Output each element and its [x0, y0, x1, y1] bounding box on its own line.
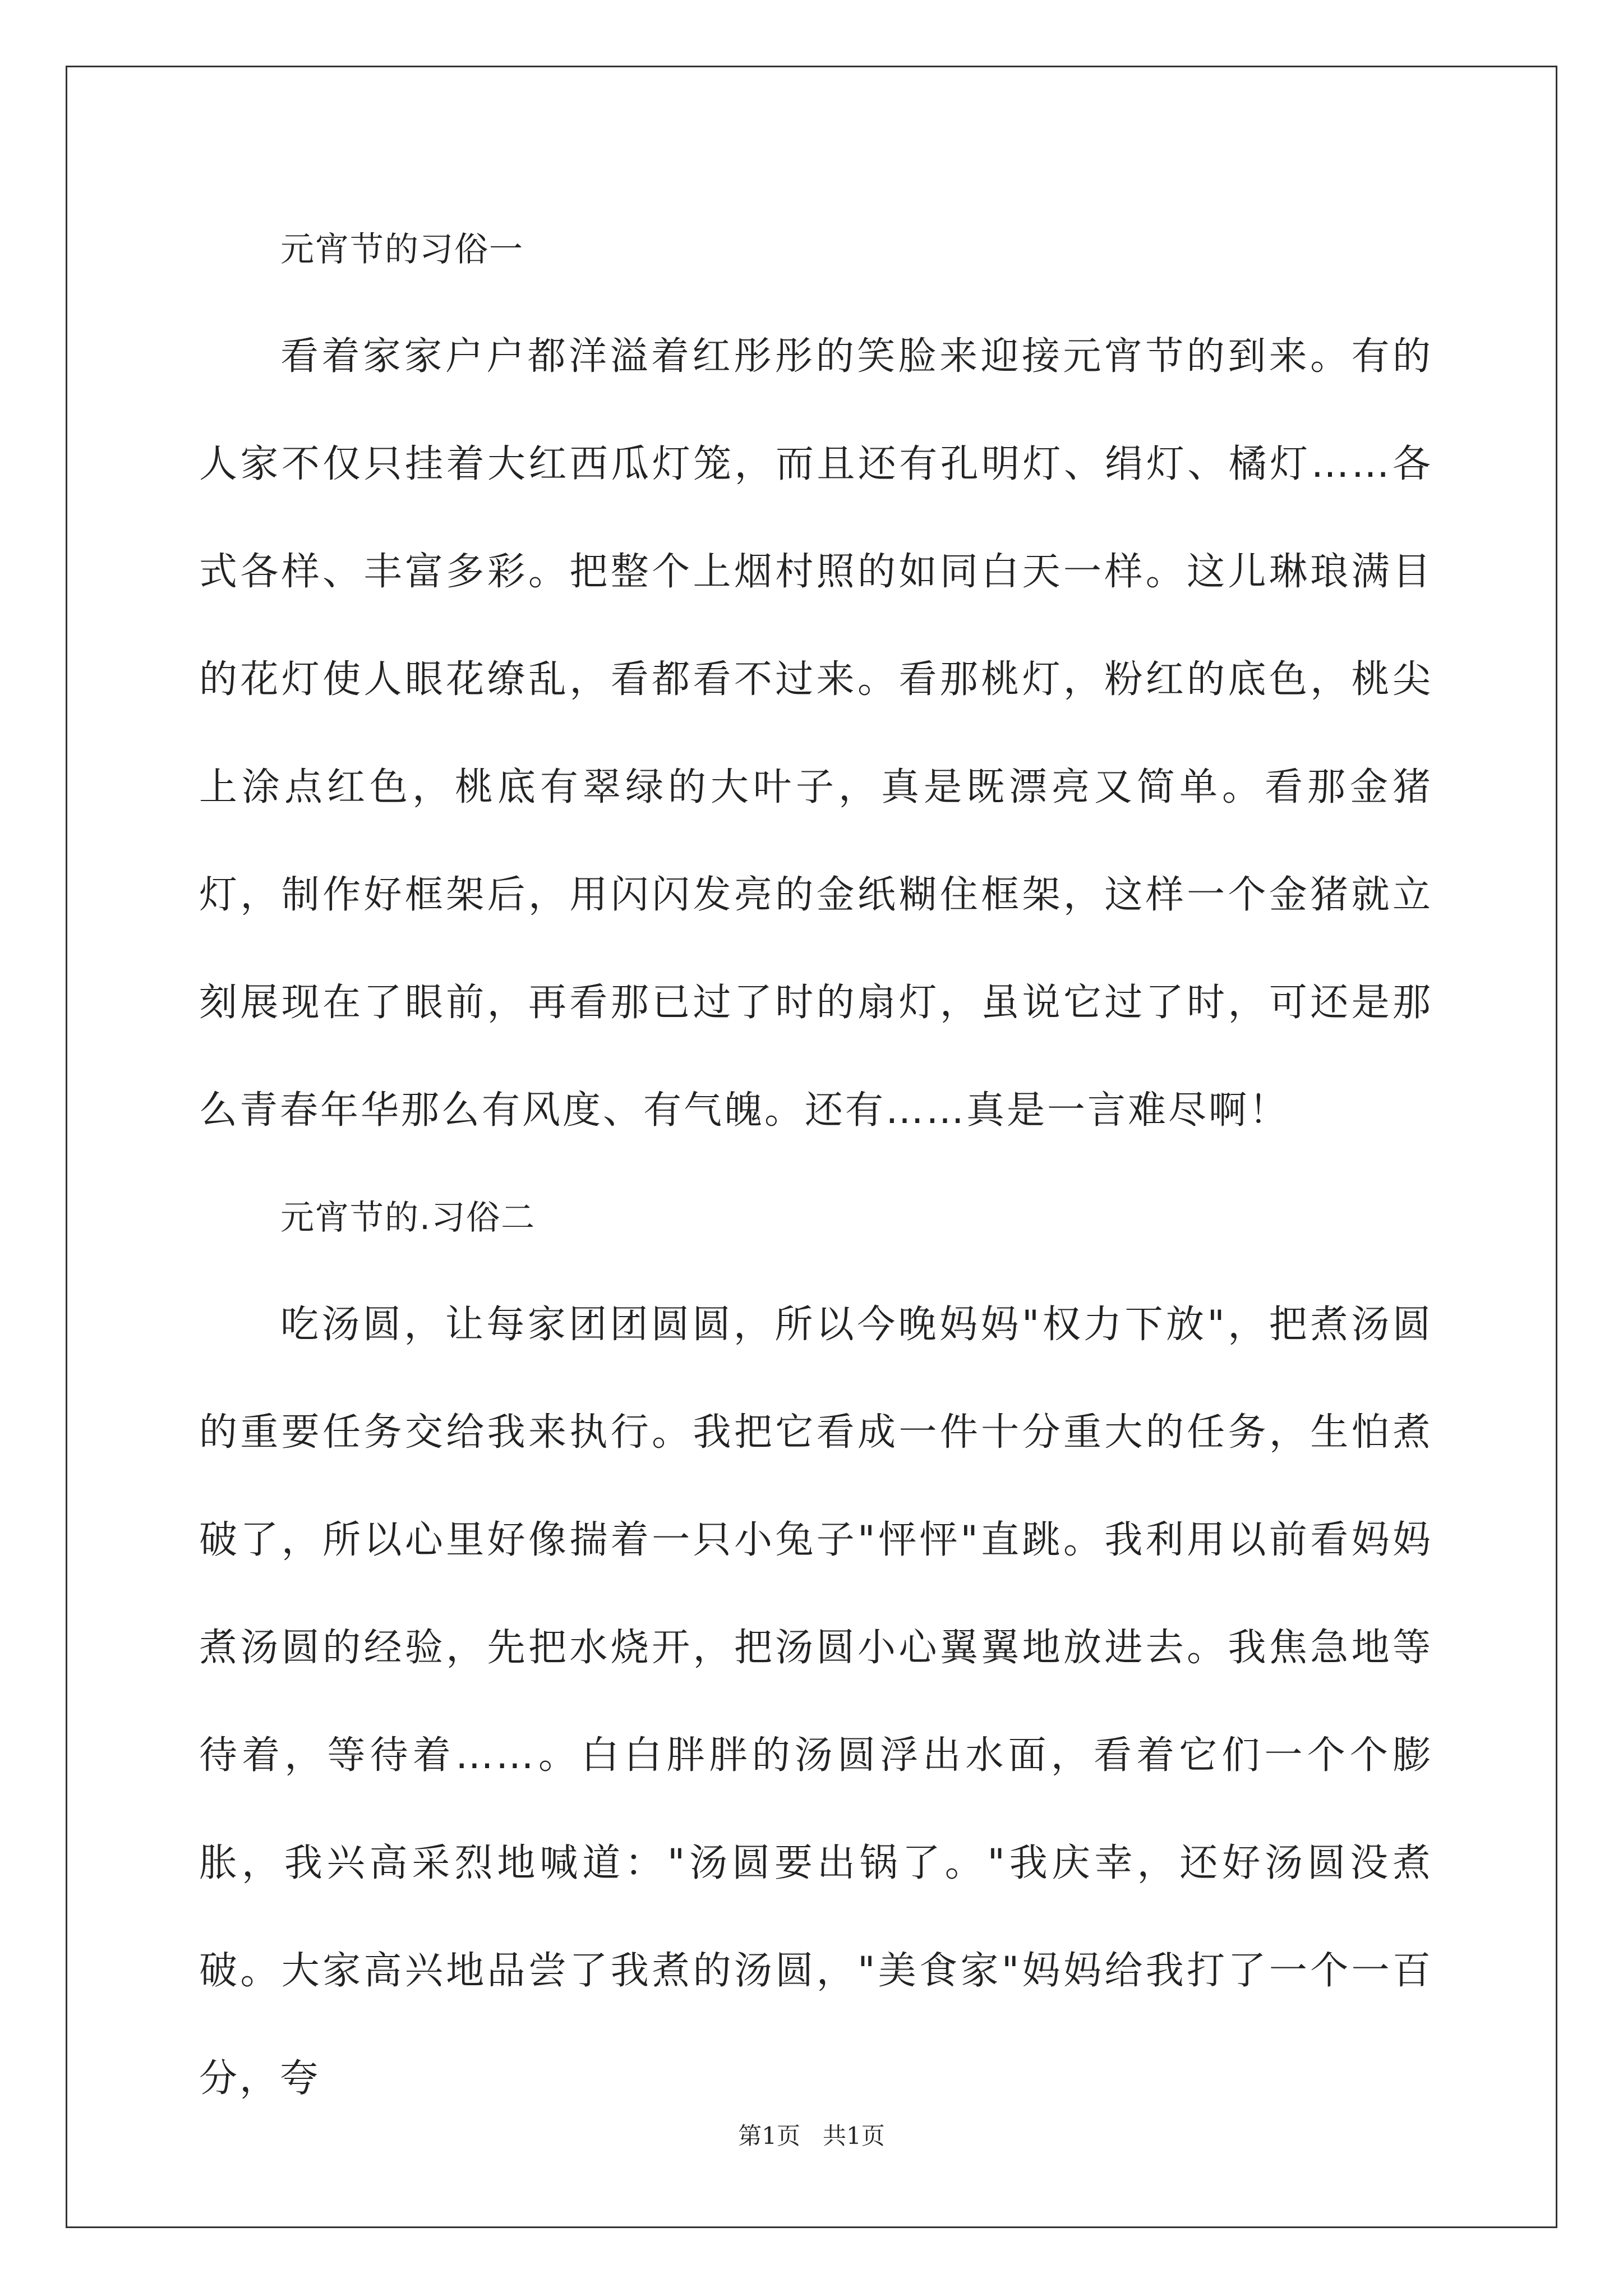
section-paragraph-1: 看着家家户户都洋溢着红彤彤的笑脸来迎接元宵节的到来。有的人家不仅只挂着大红西瓜灯笼，而且还有孔明灯、绢灯、橘灯……各式各样、丰富多彩。把整个上烟村照的如同白天一样。这儿琳琅满目的花灯使人眼花缭乱，看都看不过来。看那桃灯，粉红的底色，桃尖上涂点红色，桃底有翠绿的大叶子，真是既漂亮又简单。看那金猪灯，制作好框架后，用闪闪发亮的金纸糊住框架，这样一个金猪就立刻展现在了眼前，再看那已过了时的扇灯，虽说它过了时，可还是那么青春年华那么有风度、有气魄。还有……真是一言难尽啊！	[199, 334, 1433, 1133]
page-footer: 第1页 共1页	[738, 2122, 885, 2150]
section-heading-2: 元宵节的.习俗二	[280, 1198, 536, 1237]
section-heading-1: 元宵节的习俗一	[280, 230, 524, 269]
section-paragraph-2: 吃汤圆，让每家团团圆圆，所以今晚妈妈"权力下放"，把煮汤圆的重要任务交给我来执行。我把它看成一件十分重大的任务，生怕煮破了，所以心里好像揣着一只小兔子"怦怦"直跳。我利用以前看妈妈煮汤圆的经验，先把水烧开，把汤圆小心翼翼地放进去。我焦急地等待着，等待着……。白白胖胖的汤圆浮出水面，看着它们一个个膨胀，我兴高采烈地喊道："汤圆要出锅了。"我庆幸，还好汤圆没煮破。大家高兴地品尝了我煮的汤圆，"美食家"妈妈给我打了一个一百分，夸	[199, 1303, 1433, 2101]
document-body	[199, 196, 1433, 2133]
